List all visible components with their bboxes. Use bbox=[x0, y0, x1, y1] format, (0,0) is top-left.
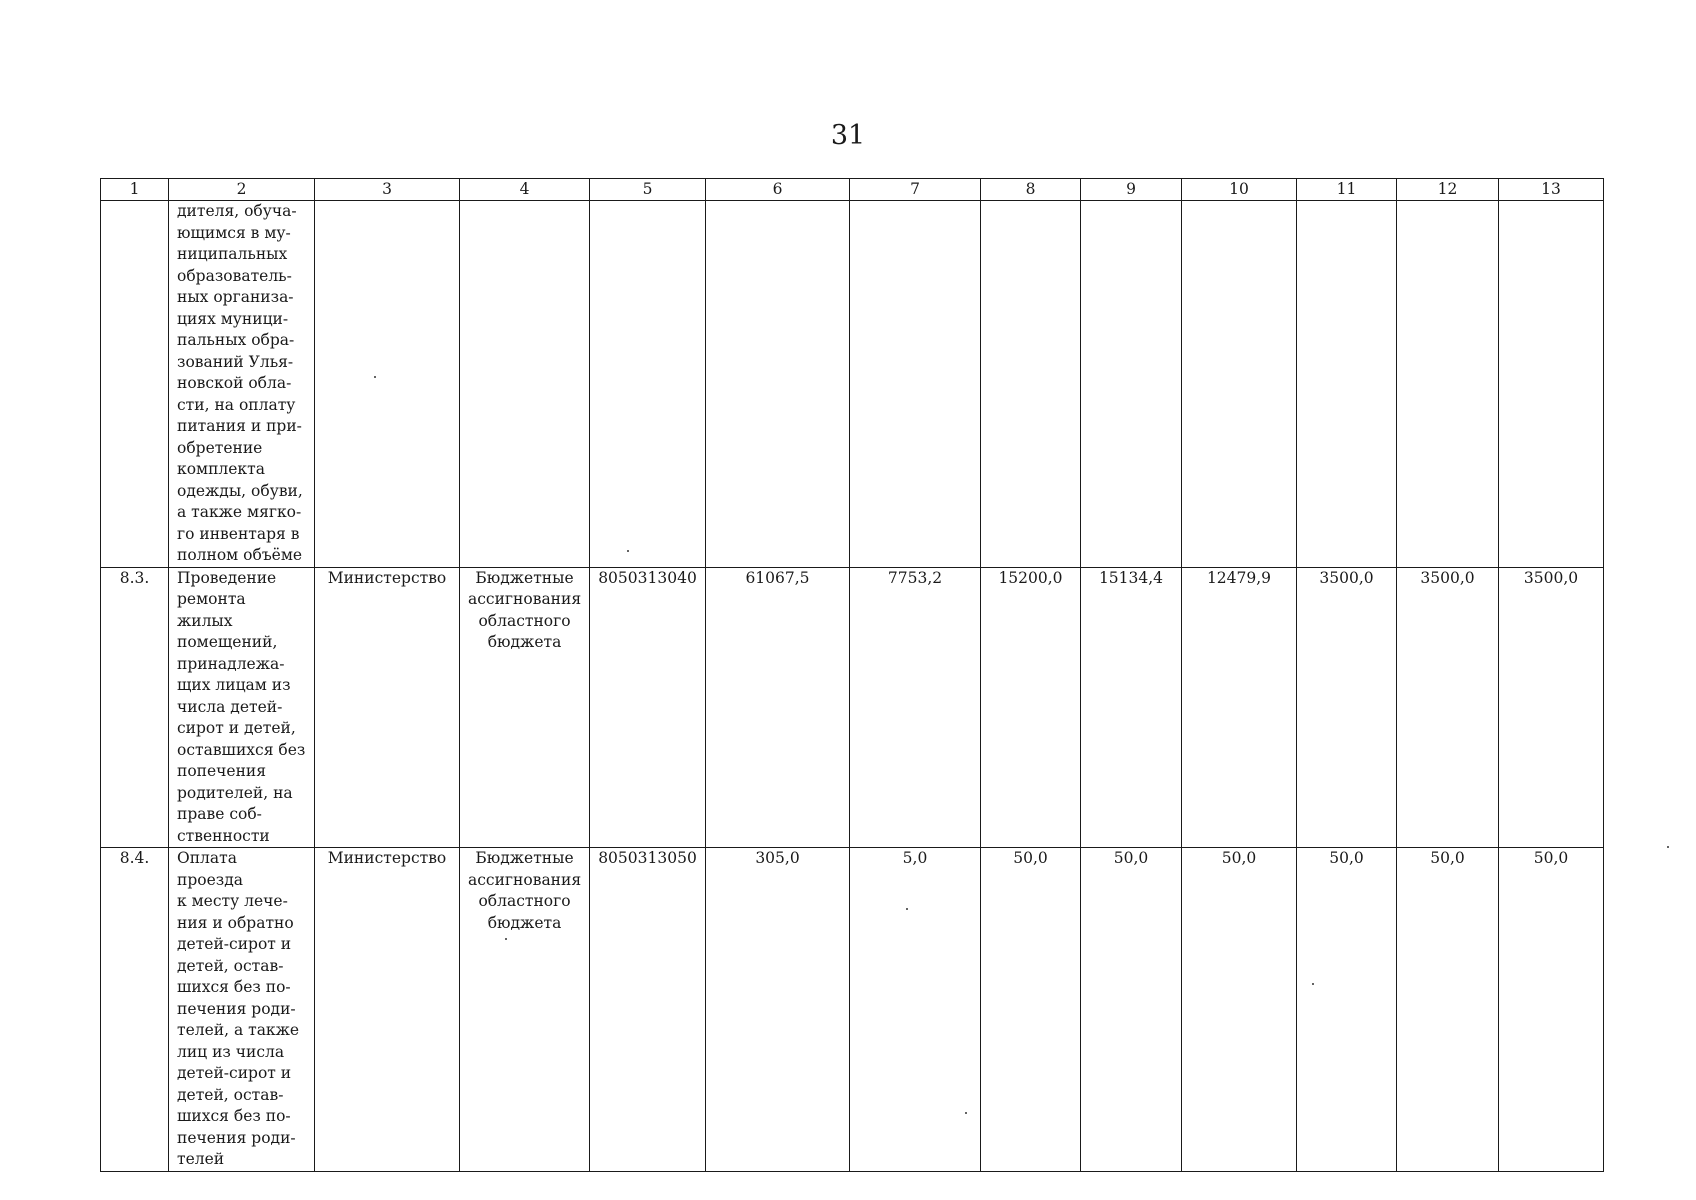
description-line: к месту лече- bbox=[177, 892, 288, 910]
description-line: новской обла- bbox=[177, 374, 292, 392]
description-line: печения роди- bbox=[177, 999, 296, 1018]
row-value: 3500,0 bbox=[1397, 567, 1499, 848]
description-line: полном объёме bbox=[177, 546, 303, 564]
description-line: циях муници- bbox=[177, 309, 289, 328]
description-line: шихся без по- bbox=[177, 1107, 291, 1125]
description-line: оставшихся без bbox=[177, 740, 306, 759]
row-value: 3500,0 bbox=[1297, 567, 1397, 848]
row-number: 8.3. bbox=[101, 567, 169, 848]
scan-speck bbox=[627, 550, 629, 552]
header-cell: 11 bbox=[1297, 179, 1397, 201]
header-cell: 8 bbox=[981, 179, 1081, 201]
row-executor: Министерство bbox=[315, 567, 460, 848]
header-cell: 10 bbox=[1182, 179, 1297, 201]
header-cell: 12 bbox=[1397, 179, 1499, 201]
funding-source-line: Бюджетные bbox=[475, 568, 574, 587]
row-value: 50,0 bbox=[1499, 848, 1604, 1172]
funding-source-line: ассигнования bbox=[468, 870, 582, 889]
description-line: родителей, на bbox=[177, 783, 293, 802]
description-line: Оплата проезда bbox=[177, 849, 243, 889]
description-line: ных организа- bbox=[177, 288, 294, 306]
header-cell: 7 bbox=[850, 179, 981, 201]
description-line: зований Улья- bbox=[177, 352, 294, 371]
description-line: детей-сирот и bbox=[177, 1064, 292, 1082]
description-line: ющимся в му- bbox=[177, 223, 291, 242]
funding-source-line: ассигнования bbox=[468, 590, 582, 608]
description-line: детей, остав- bbox=[177, 1085, 284, 1104]
row-executor bbox=[315, 201, 460, 568]
table-body bbox=[101, 179, 1604, 1172]
row-value bbox=[1081, 201, 1182, 568]
scan-speck bbox=[965, 1112, 967, 1114]
description-line: Проведение bbox=[177, 568, 277, 587]
row-value bbox=[1397, 201, 1499, 568]
row-funding-source bbox=[460, 567, 590, 848]
row-description bbox=[169, 567, 315, 848]
table-row bbox=[101, 567, 1604, 848]
header-cell: 9 bbox=[1081, 179, 1182, 201]
row-value: 7753,2 bbox=[850, 567, 981, 848]
scan-speck bbox=[1667, 846, 1669, 848]
description-line: а также мягко- bbox=[177, 503, 302, 521]
row-budget-code: 8050313040 bbox=[590, 567, 706, 848]
description-line: ниципальных bbox=[177, 245, 288, 263]
row-number bbox=[101, 201, 169, 568]
row-value: 305,0 bbox=[706, 848, 850, 1172]
description-line: лиц из числа bbox=[177, 1042, 285, 1061]
description-line: ния и обратно bbox=[177, 913, 294, 932]
description-line: телей, а также bbox=[177, 1021, 300, 1039]
description-line: числа детей- bbox=[177, 697, 283, 716]
table-row bbox=[101, 848, 1604, 1172]
row-value: 5,0 bbox=[850, 848, 981, 1172]
description-line: образователь- bbox=[177, 266, 292, 285]
description-line: сти, на оплату bbox=[177, 395, 296, 414]
description-line: детей-сирот и bbox=[177, 935, 292, 953]
header-cell: 4 bbox=[460, 179, 590, 201]
description-line: обретение bbox=[177, 438, 263, 457]
description-line: принадлежа- bbox=[177, 654, 285, 673]
row-budget-code: 8050313050 bbox=[590, 848, 706, 1172]
funding-source-line: бюджета bbox=[487, 913, 562, 932]
row-executor: Министерство bbox=[315, 848, 460, 1172]
row-value bbox=[1499, 201, 1604, 568]
description-line: сирот и детей, bbox=[177, 719, 296, 737]
description-line: питания и при- bbox=[177, 417, 302, 435]
scan-speck bbox=[1312, 983, 1314, 985]
description-line: телей bbox=[177, 1150, 225, 1168]
scan-speck bbox=[906, 908, 908, 910]
row-value bbox=[981, 201, 1081, 568]
description-line: шихся без по- bbox=[177, 978, 291, 996]
budget-table bbox=[100, 178, 1604, 1172]
description-line: детей, остав- bbox=[177, 956, 284, 975]
header-cell: 5 bbox=[590, 179, 706, 201]
row-funding-source bbox=[460, 848, 590, 1172]
header-cell: 13 bbox=[1499, 179, 1604, 201]
row-budget-code bbox=[590, 201, 706, 568]
table-row bbox=[101, 201, 1604, 568]
description-line: одежды, обуви, bbox=[177, 481, 303, 500]
scan-speck bbox=[374, 376, 376, 378]
row-value: 50,0 bbox=[1297, 848, 1397, 1172]
description-line: печения роди- bbox=[177, 1128, 296, 1147]
description-line: дителя, обуча- bbox=[177, 202, 297, 220]
description-line: ственности bbox=[177, 826, 270, 845]
description-line: помещений, bbox=[177, 633, 278, 651]
header-row bbox=[101, 179, 1604, 201]
header-cell: 2 bbox=[169, 179, 315, 201]
scan-speck bbox=[505, 938, 507, 940]
row-value bbox=[706, 201, 850, 568]
row-value: 50,0 bbox=[981, 848, 1081, 1172]
description-line: праве соб- bbox=[177, 805, 262, 823]
row-value: 15134,4 bbox=[1081, 567, 1182, 848]
row-value: 3500,0 bbox=[1499, 567, 1604, 848]
description-line: ремонта жилых bbox=[177, 590, 246, 630]
description-line: комплекта bbox=[177, 460, 265, 478]
header-cell: 1 bbox=[101, 179, 169, 201]
funding-source-line: бюджета bbox=[487, 633, 562, 651]
row-value: 61067,5 bbox=[706, 567, 850, 848]
row-value: 50,0 bbox=[1182, 848, 1297, 1172]
row-description bbox=[169, 848, 315, 1172]
row-value: 12479,9 bbox=[1182, 567, 1297, 848]
funding-source-line: Бюджетные bbox=[475, 849, 574, 867]
row-value bbox=[850, 201, 981, 568]
row-value bbox=[1297, 201, 1397, 568]
description-line: щих лицам из bbox=[177, 676, 291, 694]
page-number: 31 bbox=[830, 120, 866, 151]
funding-source-line: областного bbox=[478, 611, 571, 630]
description-line: пальных обра- bbox=[177, 331, 295, 349]
row-value: 15200,0 bbox=[981, 567, 1081, 848]
row-value: 50,0 bbox=[1081, 848, 1182, 1172]
row-description bbox=[169, 201, 315, 568]
description-line: го инвентаря в bbox=[177, 524, 300, 543]
row-value: 50,0 bbox=[1397, 848, 1499, 1172]
row-value bbox=[1182, 201, 1297, 568]
funding-source-line: областного bbox=[478, 892, 571, 910]
row-number: 8.4. bbox=[101, 848, 169, 1172]
header-cell: 6 bbox=[706, 179, 850, 201]
description-line: попечения bbox=[177, 762, 267, 780]
row-funding-source bbox=[460, 201, 590, 568]
header-cell: 3 bbox=[315, 179, 460, 201]
